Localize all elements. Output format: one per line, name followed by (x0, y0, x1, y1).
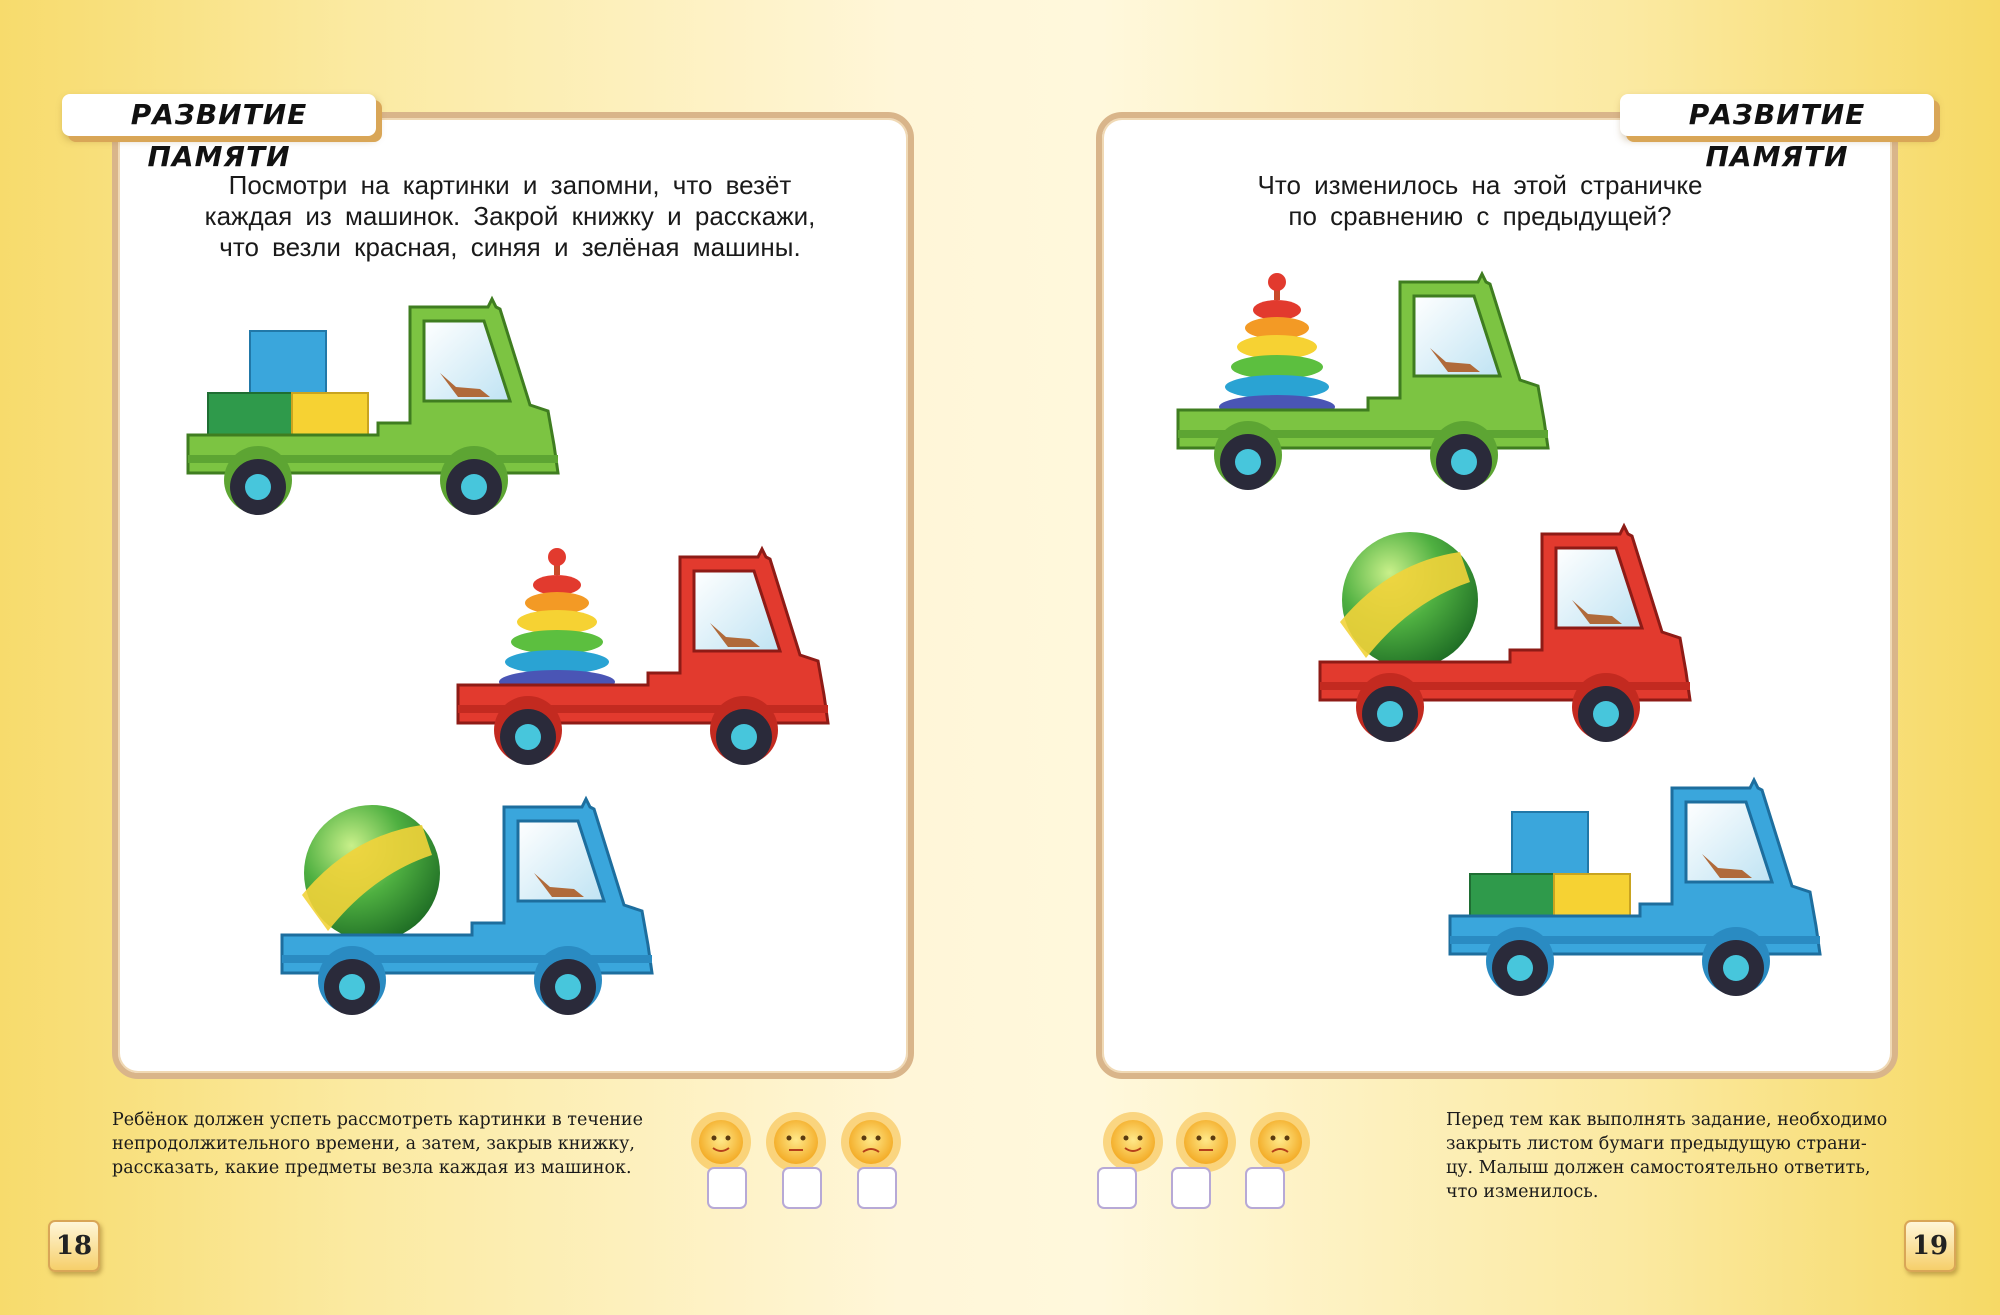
instruction-line: Что изменилось на этой страничке (1257, 170, 1703, 200)
note-line: непродолжительного времени, а затем, закрыв книжку, (112, 1134, 635, 1154)
wheel (230, 459, 286, 515)
parent-note (112, 1108, 672, 1180)
wheel (500, 709, 556, 765)
checkbox[interactable] (708, 1168, 746, 1208)
section-header: РАЗВИТИЕ ПАМЯТИ (62, 94, 376, 136)
blue-truck-with-cubes (1440, 776, 1830, 1006)
sun-face-icon (841, 1112, 901, 1172)
ball-cargo (1340, 532, 1478, 668)
self-assessment-suns (1088, 1112, 1328, 1222)
checkbox[interactable] (1098, 1168, 1136, 1208)
right-page (1000, 0, 2000, 1315)
wheel (324, 959, 380, 1015)
task-instruction (160, 170, 860, 263)
parent-note (1446, 1108, 1916, 1204)
instruction-line: Посмотри на картинки и запомни, что везёт (228, 170, 792, 200)
note-line: цу. Малыш должен самостоятельно ответить, (1446, 1158, 1871, 1178)
self-assessment-suns (686, 1112, 926, 1222)
wheel (446, 459, 502, 515)
ball-cargo (302, 805, 440, 941)
checkbox[interactable] (1246, 1168, 1284, 1208)
green-truck-with-cubes (178, 295, 568, 525)
blue-truck-with-ball (272, 795, 662, 1025)
checkbox[interactable] (858, 1168, 896, 1208)
page-number: 19 (1904, 1220, 1956, 1272)
sun-face-icon (766, 1112, 826, 1172)
checkbox[interactable] (1172, 1168, 1210, 1208)
red-truck-with-ball (1310, 522, 1700, 752)
instruction-line: по сравнению с предыдущей? (1288, 201, 1672, 231)
note-line: Ребёнок должен успеть рассмотреть картинки в течение (112, 1110, 643, 1130)
checkbox[interactable] (783, 1168, 821, 1208)
section-header: РАЗВИТИЕ ПАМЯТИ (1620, 94, 1934, 136)
sun-face-icon (1176, 1112, 1236, 1172)
note-line: что изменилось. (1446, 1182, 1599, 1202)
wheel (1708, 940, 1764, 996)
task-instruction (1220, 170, 1740, 232)
cubes-cargo (208, 331, 368, 435)
sun-face-icon (1103, 1112, 1163, 1172)
note-line: рассказать, какие предметы везла каждая из машинок. (112, 1158, 632, 1178)
instruction-line: каждая из машинок. Закрой книжку и расскажи, (204, 201, 816, 231)
red-truck-with-pyramid (448, 545, 838, 775)
wheel (1436, 434, 1492, 490)
sun-face-icon (691, 1112, 751, 1172)
wheel (716, 709, 772, 765)
wheel (1362, 686, 1418, 742)
wheel (1492, 940, 1548, 996)
wheel (1220, 434, 1276, 490)
wheel (540, 959, 596, 1015)
instruction-line: что везли красная, синяя и зелёная машины. (219, 232, 801, 262)
green-truck-with-pyramid (1168, 270, 1558, 500)
pyramid-cargo (1219, 273, 1335, 419)
cubes-cargo (1470, 812, 1630, 916)
wheel (1578, 686, 1634, 742)
page-number: 18 (48, 1220, 100, 1272)
note-line: Перед тем как выполнять задание, необходимо (1446, 1110, 1888, 1130)
sun-face-icon (1250, 1112, 1310, 1172)
pyramid-cargo (499, 548, 615, 694)
note-line: закрыть листом бумаги предыдущую страни- (1446, 1134, 1867, 1154)
